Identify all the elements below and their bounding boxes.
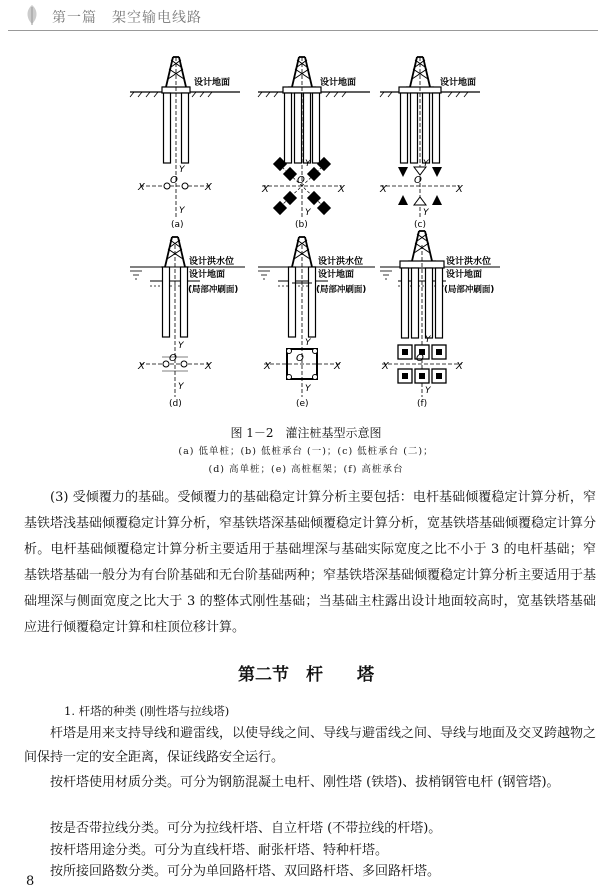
header-rule — [8, 30, 598, 31]
paragraph-overturning-text: (3) 受倾覆力的基础。受倾覆力的基础稳定计算分析主要包括：电杆基础倾覆稳定计算分析，窄基铁塔浅基础倾覆稳定计算分析，窄基铁塔深基础倾覆稳定计算分析，宽基铁塔基础倾覆稳定计算分析。电杆基础倾覆稳定计算分析主要适用于基础埋深与基础实际宽度之比不小于 3 的电杆基础；窄基铁塔基础一般分为有台阶基础和无台阶基础两种；窄基铁塔深基础倾覆稳定计算分析主要适用于基础埋深与侧面宽度之比大于 3 的整体式刚性基础；当基础主柱露出设计地面较高时，宽基铁塔基础应进行倾覆稳定计算和柱顶位移计算。 — [24, 490, 597, 635]
subheading-tower-types: 1. 杆塔的种类 (刚性塔与拉线塔) — [64, 704, 230, 718]
figure-subcaption-2: (d) 高单桩；(e) 高桩框架；(f) 高桩承台 — [208, 464, 404, 475]
panel-b-y-bottom: Y — [305, 208, 311, 218]
panel-d-x-right: X — [205, 361, 212, 372]
panel-f-x-left: X — [382, 361, 389, 372]
panel-d — [130, 237, 245, 409]
panel-a-ground-label: 设计地面 — [194, 78, 231, 88]
panel-b-label: (b) — [295, 220, 308, 230]
pile-foundation-figure — [0, 55, 612, 425]
panel-d-scour-label: (局部冲刷面) — [188, 285, 239, 295]
page-number: 8 — [26, 874, 35, 889]
panel-a-x-right: X — [205, 182, 212, 193]
figure-subcaption-1: (a) 低单桩；(b) 低桩承台 (一)；(c) 低桩承台 (二)； — [178, 446, 434, 457]
panel-f-y-bottom: Y — [425, 386, 431, 396]
panel-e-ground-label: 设计地面 — [318, 270, 355, 280]
panel-e-flood-label: 设计洪水位 — [318, 257, 364, 267]
section-title: 第二节 杆 塔 — [238, 665, 374, 685]
panel-e-label: (e) — [296, 399, 309, 409]
panel-e-origin: O — [296, 353, 304, 364]
panel-b-ground-label: 设计地面 — [320, 78, 357, 88]
panel-a-x-left: X — [138, 182, 145, 193]
panel-f-scour-label: (局部冲刷面) — [444, 285, 495, 295]
header-title: 第一篇 架空输电线路 — [52, 10, 202, 26]
panel-c — [379, 57, 480, 230]
panel-f-origin: O — [416, 353, 424, 364]
panel-f-x-right: X — [456, 361, 463, 372]
panel-b-x-left: X — [262, 184, 269, 195]
panel-e-x-right: X — [334, 361, 341, 372]
line-guy-classification — [24, 818, 596, 840]
panel-d-flood-label: 设计洪水位 — [189, 257, 235, 267]
panel-c-origin: O — [414, 175, 422, 186]
figure-caption: 图 1－2 灌注桩基型示意图 — [230, 426, 382, 440]
panel-a-y-bottom: Y — [179, 206, 185, 216]
paragraph-tower-material — [24, 771, 596, 795]
panel-d-label: (d) — [169, 399, 182, 409]
panel-f-label: (f) — [417, 399, 428, 409]
panel-c-label: (c) — [414, 220, 426, 230]
line-circuit-classification — [24, 861, 596, 883]
panel-b — [258, 57, 370, 230]
panel-c-ground-label: 设计地面 — [440, 78, 477, 88]
panel-e-x-left: X — [264, 361, 271, 372]
line-guy-classification-text: 按是否带拉线分类。可分为拉线杆塔、自立杆塔 (不带拉线的杆塔)。 — [50, 821, 442, 836]
running-header — [0, 0, 612, 34]
panel-c-y-top: Y — [423, 159, 429, 169]
panel-a-label: (a) — [171, 220, 184, 230]
panel-c-x-left: X — [380, 184, 387, 195]
panel-a — [130, 57, 240, 230]
panel-d-y-bottom: Y — [178, 382, 184, 392]
paragraph-overturning — [24, 485, 596, 641]
panel-f-y-top: Y — [425, 335, 431, 345]
leaf-icon — [24, 4, 40, 26]
panel-f-ground-label: 设计地面 — [446, 270, 483, 280]
panel-d-y-top: Y — [178, 341, 184, 351]
panel-b-y-top: Y — [305, 159, 311, 169]
panel-f — [380, 231, 500, 409]
paragraph-tower-material-text: 按杆塔使用材质分类。可分为钢筋混凝土电杆、刚性塔 (铁塔)、拔梢钢管电杆 (钢管塔)。 — [50, 775, 560, 790]
panel-b-x-right: X — [338, 184, 345, 195]
line-use-classification — [24, 840, 596, 862]
panel-a-origin: O — [170, 175, 178, 186]
panel-e — [258, 237, 375, 409]
panel-e-y-top: Y — [305, 338, 311, 348]
panel-d-x-left: X — [138, 361, 145, 372]
panel-b-origin: O — [297, 175, 305, 186]
paragraph-tower-purpose-text: 杆塔是用来支持导线和避雷线，以使导线之间、导线与避雷线之间、导线与地面及交叉跨越物之间保持一定的安全距离，保证线路安全运行。 — [24, 726, 597, 765]
panel-f-flood-label: 设计洪水位 — [446, 257, 492, 267]
panel-c-y-bottom: Y — [423, 208, 429, 218]
panel-a-y-top: Y — [179, 165, 185, 175]
line-use-classification-text: 按杆塔用途分类。可分为直线杆塔、耐张杆塔、特种杆塔。 — [50, 843, 389, 858]
panel-d-origin: O — [169, 353, 177, 364]
paragraph-tower-purpose — [24, 722, 596, 770]
panel-c-x-right: X — [456, 184, 463, 195]
panel-e-scour-label: (局部冲刷面) — [316, 285, 367, 295]
line-circuit-classification-text: 按所接回路数分类。可分为单回路杆塔、双回路杆塔、多回路杆塔。 — [50, 864, 441, 879]
panel-e-y-bottom: Y — [305, 384, 311, 394]
panel-d-ground-label: 设计地面 — [189, 270, 226, 280]
